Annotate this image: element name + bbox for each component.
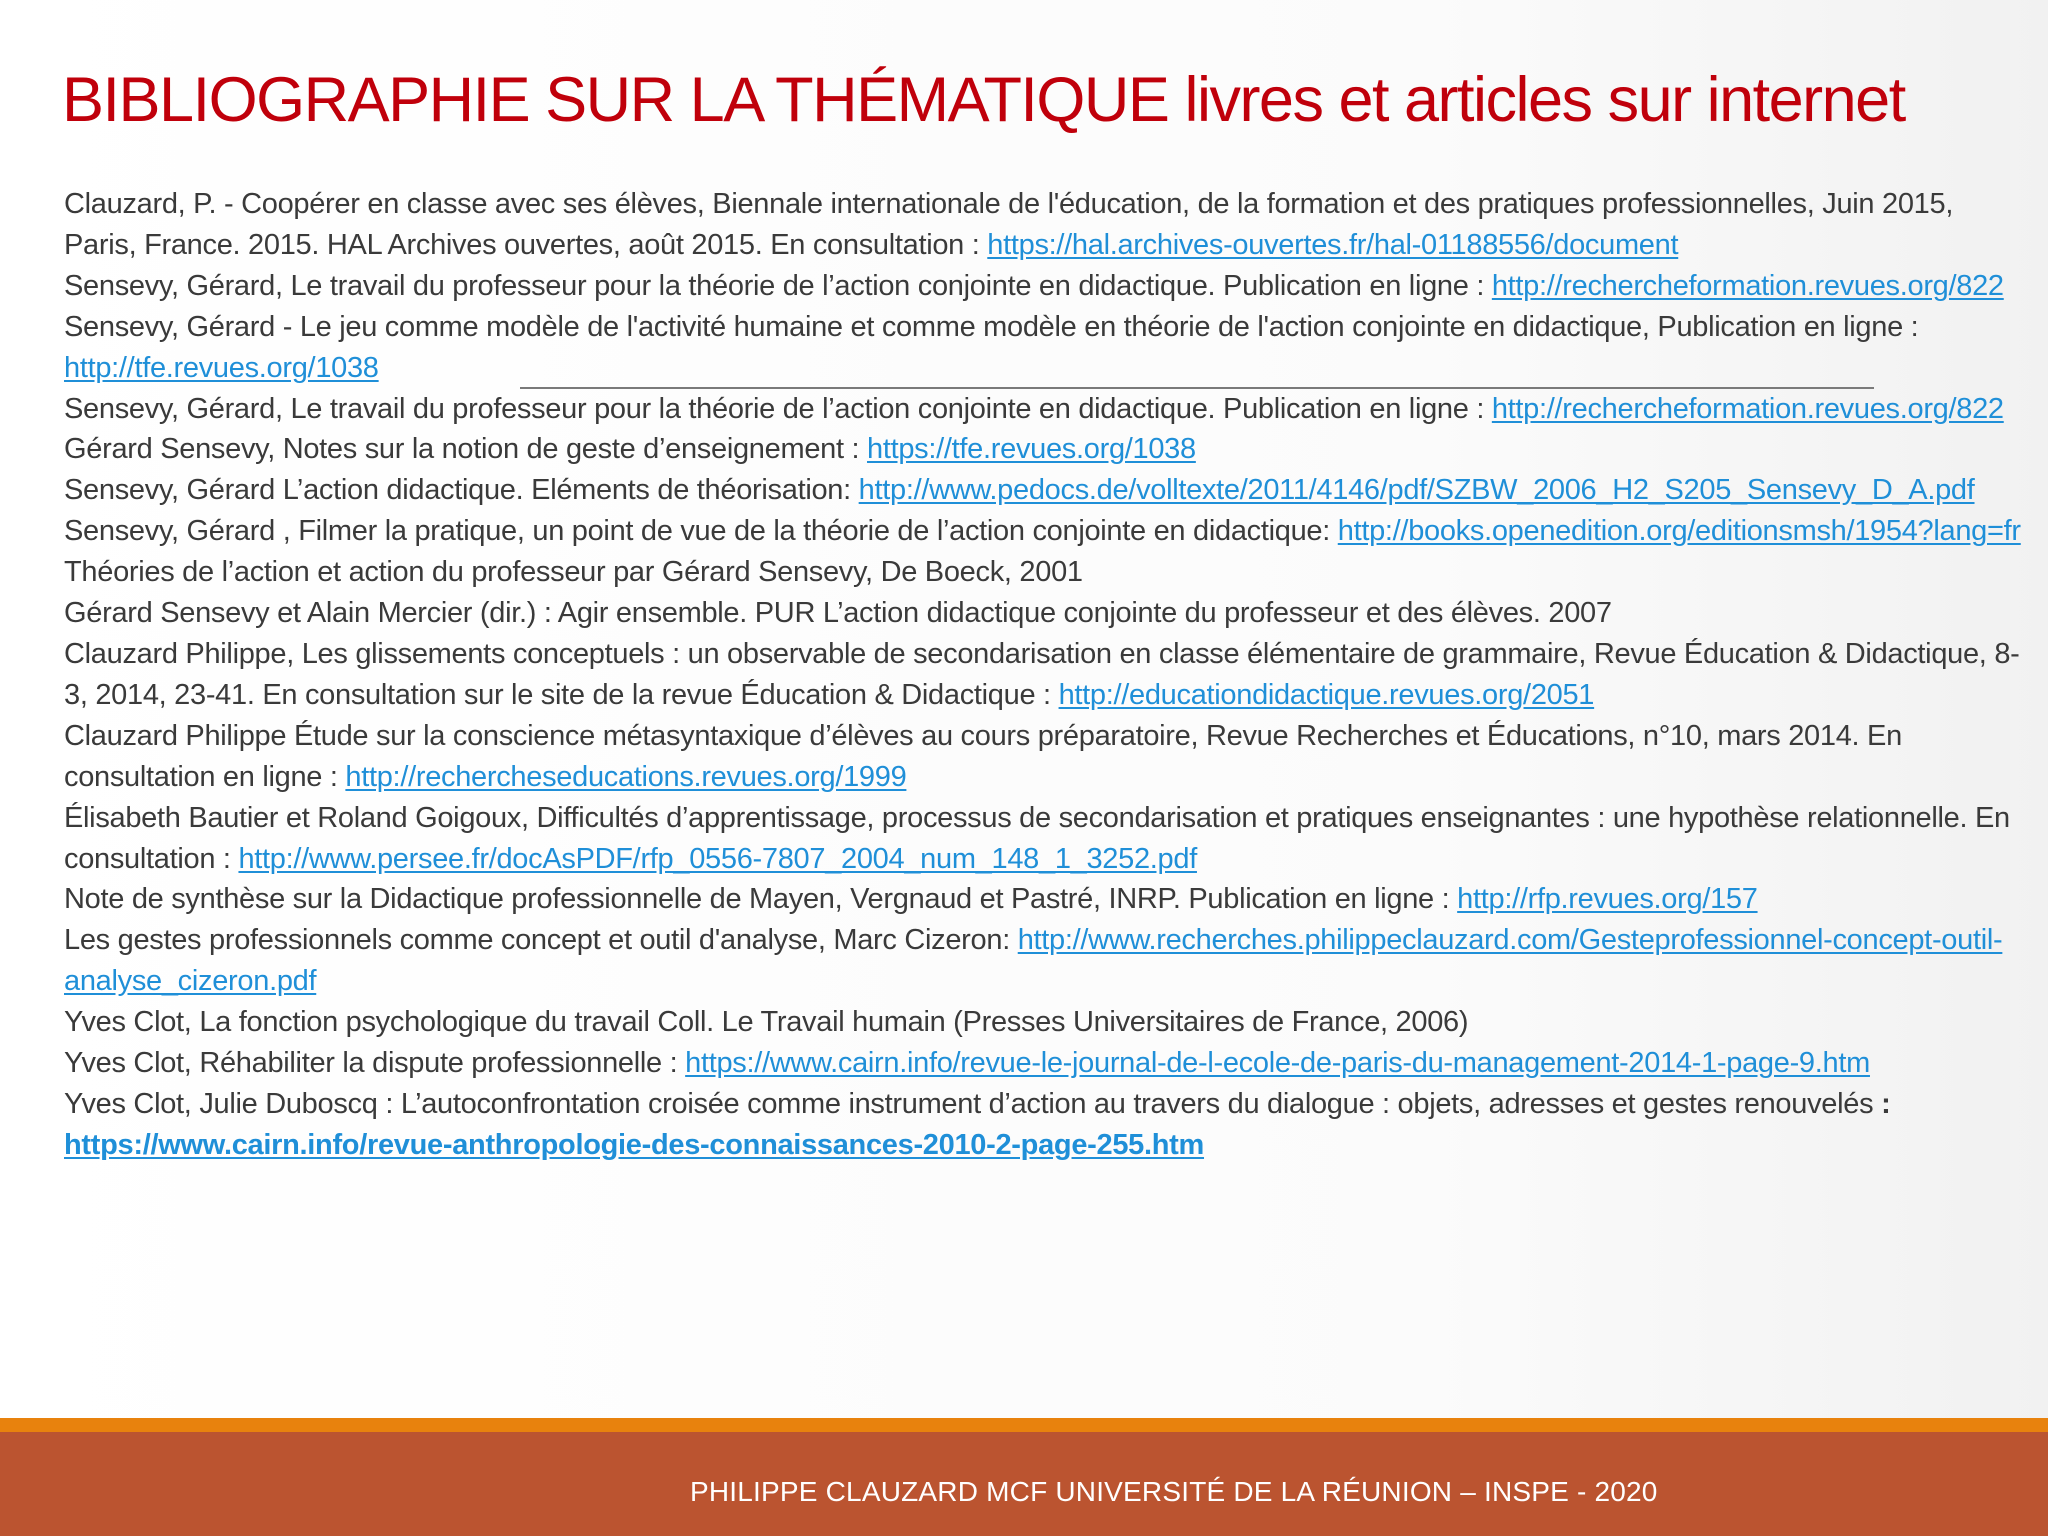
list-item xyxy=(64,1084,2028,1166)
annotation-underline xyxy=(520,387,1874,389)
entry-link[interactable]: https://www.cairn.info/revue-le-journal-de-l-ecole-de-paris-du-management-2014-1-page-9.htm xyxy=(685,1047,1870,1080)
footer-credit: PHILIPPE CLAUZARD MCF UNIVERSITÉ DE LA RÉUNION – INSPE - 2020 xyxy=(690,1476,1658,1507)
entry-link[interactable]: http://educationdidactique.revues.org/2051 xyxy=(1058,678,1595,711)
entry-text: Clauzard Philippe Étude sur la conscience métasyntaxique d’élèves au cours préparatoire, Revue Recherches et Éducations, n°10, mars 2014. En consultation en ligne : xyxy=(64,719,1902,793)
entry-link[interactable]: https://tfe.revues.org/1038 xyxy=(867,433,1196,466)
entry-link[interactable]: http://rechercheformation.revues.org/822 xyxy=(1491,392,2004,425)
entry-text: Les gestes professionnels comme concept et outil d'analyse, Marc Cizeron: xyxy=(64,924,1018,957)
accent-band xyxy=(0,1418,2048,1432)
entry-text: Clauzard Philippe, Les glissements conceptuels : un observable de secondarisation en classe élémentaire de grammaire, Revue Éducation & Didactique, 8-3, 2014, 23-41. En consultation sur le site de la revue Éducation & Didactique : xyxy=(64,637,2020,711)
entry-link[interactable]: http://rfp.revues.org/157 xyxy=(1457,883,1758,916)
list-item xyxy=(64,552,2028,593)
entry-link[interactable]: http://books.openedition.org/editionsmsh/1954?lang=fr xyxy=(1337,515,2021,548)
entry-link[interactable]: http://rechercheformation.revues.org/822 xyxy=(1491,269,2004,302)
entry-text: Sensevy, Gérard - Le jeu comme modèle de l'activité humaine et comme modèle en théorie de l'action conjointe en didactique, Publication en ligne : xyxy=(64,310,1919,343)
list-item xyxy=(64,593,2028,634)
list-item xyxy=(64,429,2028,470)
entry-link[interactable]: http://www.pedocs.de/volltexte/2011/4146/pdf/SZBW_2006_H2_S205_Sensevy_D_A.pdf xyxy=(858,474,1975,507)
entry-link[interactable]: https://www.cairn.info/revue-anthropologie-des-connaissances-2010-2-page-255.htm xyxy=(64,1128,1205,1161)
entry-text: Clauzard, P. - Coopérer en classe avec ses élèves, Biennale internationale de l'éducation, de la formation et des pratiques professionnelles, Juin 2015, Paris, France. 2015. HAL Archives ouvertes, août 2015. En consultation : xyxy=(64,188,1954,261)
entry-text: Yves Clot, Julie Duboscq : L’autoconfrontation croisée comme instrument d’action au travers du dialogue : objets, adresses et gestes renouvelés xyxy=(64,1087,1882,1120)
list-item xyxy=(64,920,2028,1002)
entry-text: Théories de l’action et action du professeur par Gérard Sensevy, De Boeck, 2001 xyxy=(64,556,1083,589)
entry-link[interactable]: http://rechercheseducations.revues.org/1999 xyxy=(345,760,907,793)
list-item xyxy=(64,307,2028,389)
entry-text: Sensevy, Gérard, Le travail du professeur pour la théorie de l’action conjointe en didactique. Publication en ligne : xyxy=(64,269,1492,302)
list-item xyxy=(64,389,2028,430)
entry-text: Sensevy, Gérard, Le travail du professeur pour la théorie de l’action conjointe en didactique. Publication en ligne : xyxy=(64,392,1492,425)
entry-link[interactable]: https://hal.archives-ouvertes.fr/hal-01188556/document xyxy=(987,228,1679,261)
entry-text: Note de synthèse sur la Didactique professionnelle de Mayen, Vergnaud et Pastré, INRP. Publication en ligne : xyxy=(64,883,1458,916)
list-item xyxy=(64,634,2028,716)
bibliography-list xyxy=(64,184,2028,1166)
entry-text: Sensevy, Gérard L’action didactique. Eléments de théorisation: xyxy=(64,474,859,507)
list-item xyxy=(64,798,2028,880)
list-item xyxy=(64,1002,2028,1043)
list-item xyxy=(64,184,2028,266)
list-item xyxy=(64,266,2028,307)
list-item xyxy=(64,1043,2028,1084)
entry-separator: : xyxy=(1881,1087,1891,1120)
entry-link[interactable]: http://tfe.revues.org/1038 xyxy=(64,351,379,384)
list-item xyxy=(64,470,2028,511)
entry-text: Yves Clot, La fonction psychologique du travail Coll. Le Travail humain (Presses Universitaires de France, 2006) xyxy=(64,1006,1469,1039)
entry-text: Yves Clot, Réhabiliter la dispute professionnelle : xyxy=(64,1047,686,1080)
entry-text: Gérard Sensevy et Alain Mercier (dir.) : Agir ensemble. PUR L’action didactique conjointe du professeur et des élèves. 2007 xyxy=(64,597,1612,630)
entry-text: Sensevy, Gérard , Filmer la pratique, un point de vue de la théorie de l’action conjointe en didactique: xyxy=(64,515,1338,548)
list-item xyxy=(64,716,2028,798)
list-item xyxy=(64,879,2028,920)
entry-link[interactable]: http://www.recherches.philippeclauzard.com/Gesteprofessionnel-concept-outil-analyse_cizeron.pdf xyxy=(64,924,2003,998)
entry-text: Gérard Sensevy, Notes sur la notion de geste d’enseignement : xyxy=(64,433,868,466)
page-title: BIBLIOGRAPHIE SUR LA THÉMATIQUE livres et articles sur internet xyxy=(62,65,1905,135)
entry-text: Élisabeth Bautier et Roland Goigoux, Difficultés d’apprentissage, processus de secondarisation et pratiques enseignantes : une hypothèse relationnelle. En consultation : xyxy=(64,801,2010,875)
entry-link[interactable]: http://www.persee.fr/docAsPDF/rfp_0556-7807_2004_num_148_1_3252.pdf xyxy=(238,842,1197,875)
list-item xyxy=(64,511,2028,552)
